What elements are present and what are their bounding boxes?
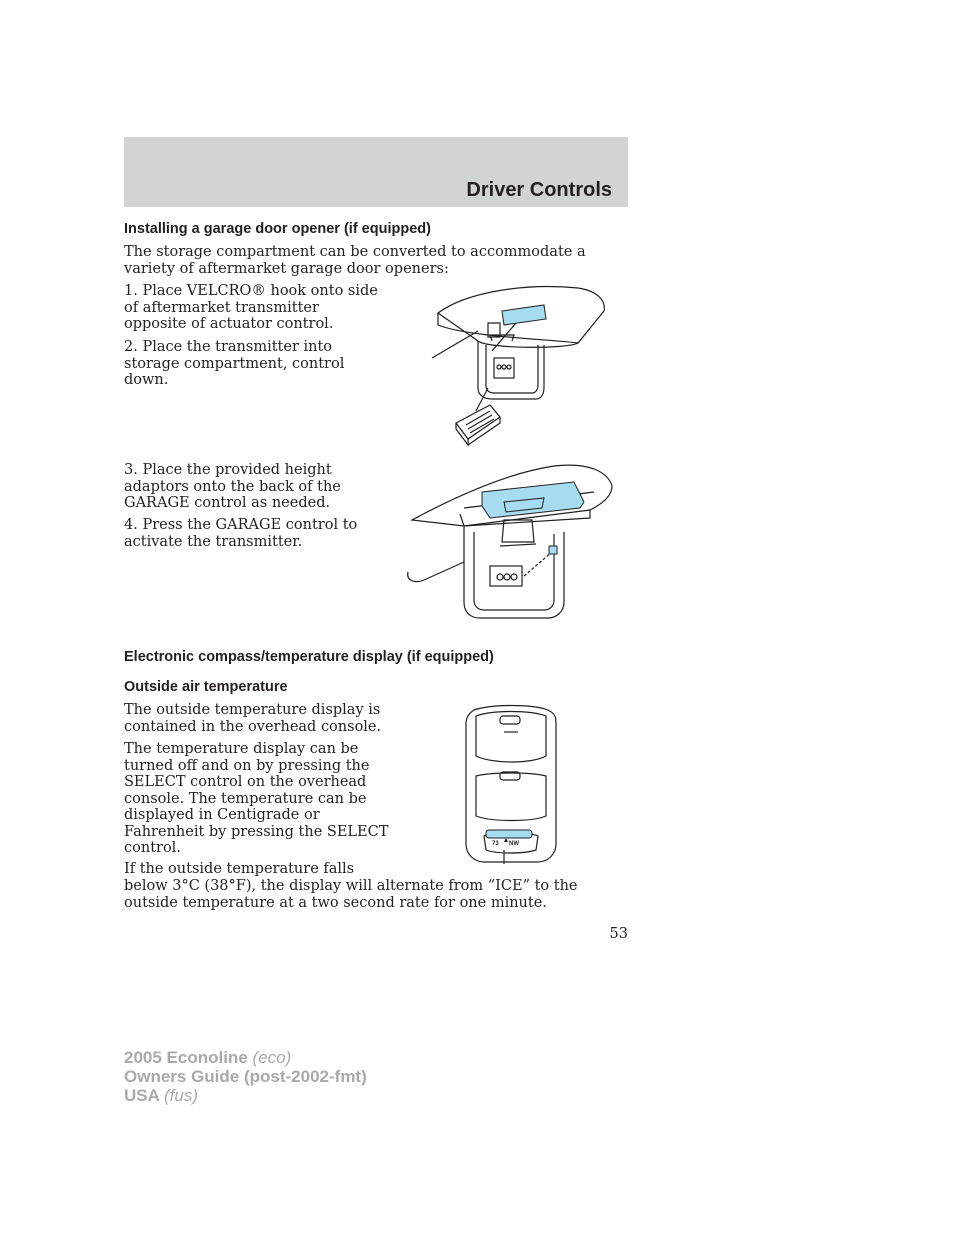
- outside-temp-subheading: Outside air temperature: [124, 679, 288, 695]
- arrow-up-icon: [504, 838, 508, 842]
- page-number: 53: [609, 926, 628, 942]
- step-3: 3. Place the provided height adaptors onto the back of the GARAGE control as needed.: [124, 462, 341, 511]
- header-band: [124, 137, 628, 207]
- footer-line-2: Owners Guide (post-2002-fmt): [124, 1067, 367, 1086]
- temp-para-1: The outside temperature display is contained in the overhead console.: [124, 702, 382, 735]
- step-1: 1. Place VELCRO® hook onto side of aftermarket transmitter opposite of actuator control.: [124, 283, 378, 332]
- display-direction-text: NW: [509, 841, 519, 847]
- garage-opener-heading: Installing a garage door opener (if equipped): [124, 221, 431, 237]
- display-temp-text: 73: [492, 841, 499, 847]
- page-title: Driver Controls: [466, 179, 612, 201]
- footer-line-1: 2005 Econoline (eco): [124, 1048, 292, 1067]
- footer: [124, 1048, 367, 1105]
- temp-para-3-rest: below 3°C (38°F), the display will alternate from “ICE” to the outside temperature at a two second rate for one minute.: [124, 878, 578, 911]
- garage-opener-intro: The storage compartment can be converted to accommodate a variety of aftermarket garage door openers:: [124, 244, 586, 277]
- temp-para-3-line1: If the outside temperature falls: [124, 861, 355, 877]
- temp-para-2: The temperature display can be turned off and on by pressing the SELECT control on the overhead console. The temperature can be displayed in Centigrade or Fahrenheit by pressing the SELECT control.: [124, 741, 389, 856]
- footer-line-3: USA (fus): [124, 1086, 198, 1105]
- overhead-console-figure: [462, 704, 560, 864]
- garage-control-figure: [404, 462, 618, 626]
- transmitter-install-figure: [428, 283, 628, 449]
- step-4: 4. Press the GARAGE control to activate the transmitter.: [124, 517, 358, 550]
- step-2: 2. Place the transmitter into storage compartment, control down.: [124, 339, 345, 388]
- compass-temp-heading: Electronic compass/temperature display (if equipped): [124, 649, 494, 665]
